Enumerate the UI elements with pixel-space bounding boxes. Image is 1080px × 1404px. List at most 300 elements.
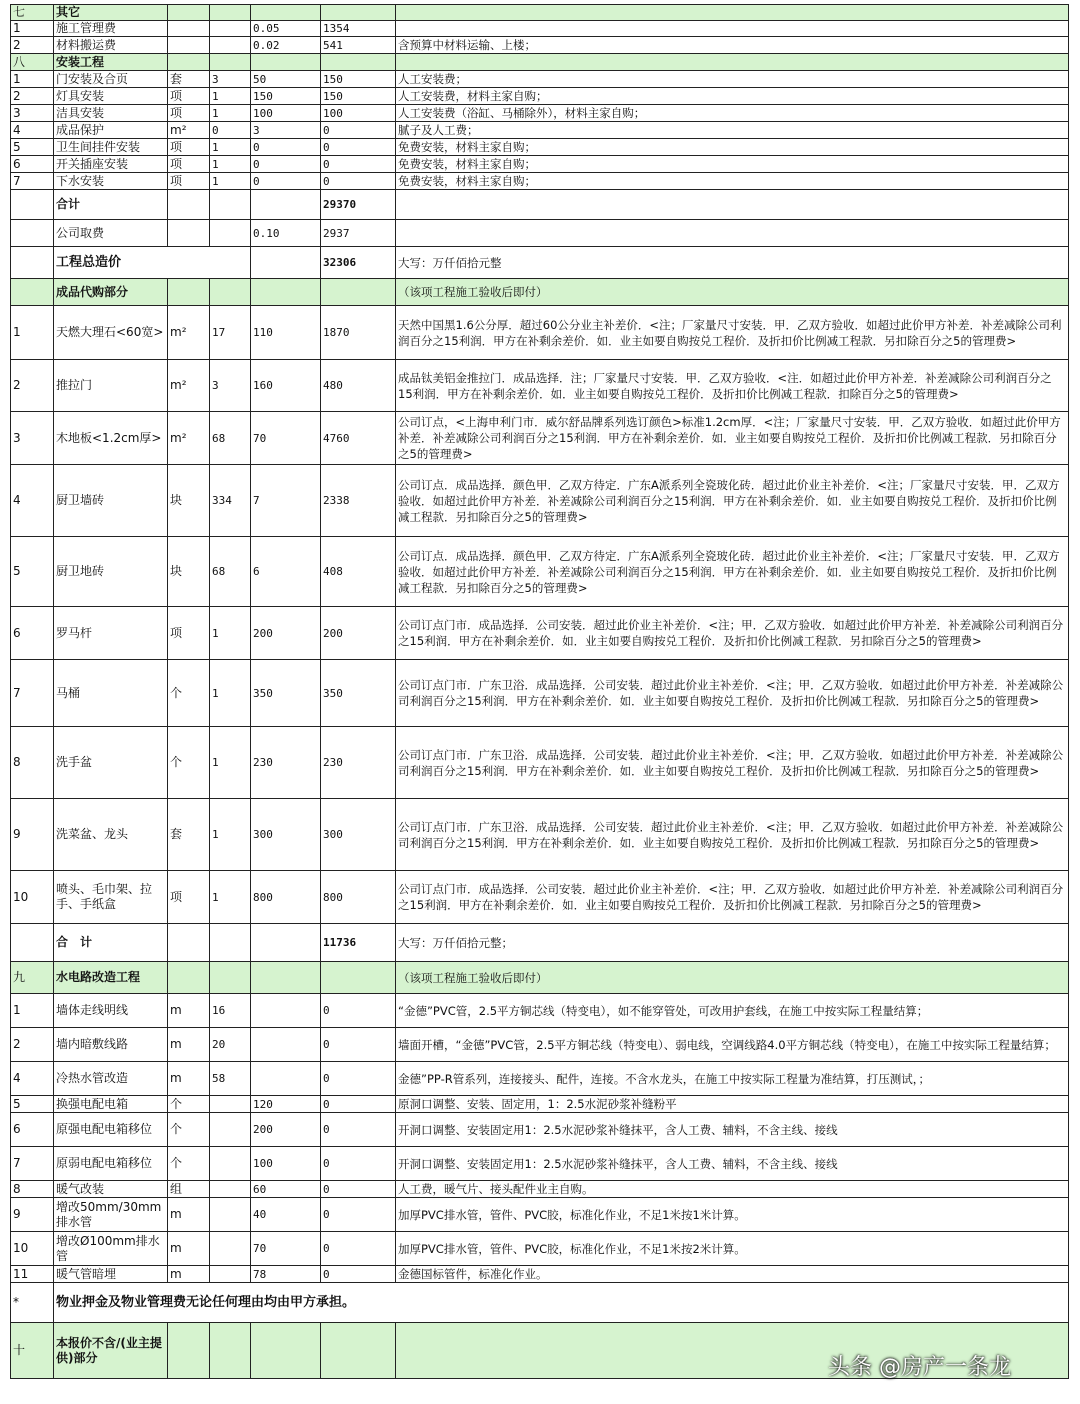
qty-cell: 1 bbox=[210, 607, 251, 660]
note-cell: 公司订点门市．成品选择．公司安装．超过此价业主补差价．<注；甲．乙双方验收．如超过此价甲方补差．补差减除公司利润百分之15利润．甲方在补剩余差价．如．业主如要自购按兑工程价．及折扣价比例减工程款．另扣除百分之5的管理费> bbox=[396, 607, 1069, 660]
item-name-cell: 门安装及合页 bbox=[54, 71, 168, 88]
price-cell: 110 bbox=[251, 306, 321, 360]
qty-cell bbox=[210, 1113, 251, 1147]
unit-cell: 个 bbox=[168, 660, 210, 727]
price-cell bbox=[251, 279, 321, 306]
watermark-text: 头条 @房产一条龙 bbox=[828, 1355, 1011, 1380]
qty-cell: 1 bbox=[210, 105, 251, 122]
row-number-cell: 10 bbox=[11, 1232, 54, 1266]
total-cell bbox=[321, 1323, 396, 1379]
row-number-cell: 5 bbox=[11, 1096, 54, 1113]
row-number-cell: 5 bbox=[11, 139, 54, 156]
price-cell: 100 bbox=[251, 1147, 321, 1181]
table-row bbox=[11, 122, 1069, 139]
price-cell: 3 bbox=[251, 122, 321, 139]
total-cell: 150 bbox=[321, 88, 396, 105]
total-cell: 0 bbox=[321, 1147, 396, 1181]
qty-cell: 58 bbox=[210, 1062, 251, 1096]
table-row bbox=[11, 1181, 1069, 1198]
table-row bbox=[11, 660, 1069, 727]
price-cell: 7 bbox=[251, 465, 321, 537]
unit-cell: 套 bbox=[168, 799, 210, 871]
unit-cell: 组 bbox=[168, 1181, 210, 1198]
item-name-cell: 暖气改装 bbox=[54, 1181, 168, 1198]
qty-cell: 1 bbox=[210, 799, 251, 871]
qty-cell: 3 bbox=[210, 71, 251, 88]
item-name-cell: 成品代购部分 bbox=[54, 279, 168, 306]
unit-cell: 项 bbox=[168, 88, 210, 105]
price-cell: 70 bbox=[251, 412, 321, 465]
price-cell: 0 bbox=[251, 173, 321, 190]
total-cell bbox=[321, 5, 396, 21]
qty-cell: 16 bbox=[210, 994, 251, 1028]
note-cell: 公司订点．成品选择．颜色甲．乙双方待定．广东A派系列全瓷玻化砖．超过此价业主补差价．<注；厂家量尺寸安装．甲．乙双方验收．如超过此价甲方补差．补差减除公司利润百分之15利润．甲方在补剩余差价．如．业主如要自购按兑工程价．及折扣价比例减工程款．另扣除百分之5的管理费> bbox=[396, 537, 1069, 607]
unit-cell: m bbox=[168, 994, 210, 1028]
price-cell: 40 bbox=[251, 1198, 321, 1232]
item-name-cell: 厨卫墙砖 bbox=[54, 465, 168, 537]
row-number-cell: 7 bbox=[11, 1147, 54, 1181]
note-cell: 人工安装费，材料主家自购； bbox=[396, 88, 1069, 105]
row-number-cell bbox=[11, 279, 54, 306]
price-cell: 200 bbox=[251, 1113, 321, 1147]
item-name-cell: 推拉门 bbox=[54, 360, 168, 412]
quotation-table bbox=[10, 4, 1069, 1379]
row-number-cell: 4 bbox=[11, 465, 54, 537]
total-cell: 32306 bbox=[321, 247, 396, 279]
note-cell: 开洞口调整、安装固定用1：2.5水泥砂浆补缝抹平，含人工费、辅料，不含主线、接线 bbox=[396, 1113, 1069, 1147]
item-name-cell: 天燃大理石<60宽> bbox=[54, 306, 168, 360]
row-number-cell: 6 bbox=[11, 156, 54, 173]
note-cell: 免费安装，材料主家自购； bbox=[396, 156, 1069, 173]
unit-cell: 个 bbox=[168, 1113, 210, 1147]
item-name-cell: 原弱电配电箱移位 bbox=[54, 1147, 168, 1181]
table-row bbox=[11, 924, 1069, 962]
price-cell bbox=[251, 247, 321, 279]
unit-cell: 项 bbox=[168, 173, 210, 190]
price-cell: 50 bbox=[251, 71, 321, 88]
table-row bbox=[11, 1147, 1069, 1181]
row-number-cell: 1 bbox=[11, 994, 54, 1028]
unit-cell: 个 bbox=[168, 1147, 210, 1181]
table-row bbox=[11, 1062, 1069, 1096]
price-cell: 0 bbox=[251, 139, 321, 156]
table-row bbox=[11, 412, 1069, 465]
total-cell: 0 bbox=[321, 139, 396, 156]
total-cell bbox=[321, 962, 396, 994]
total-cell: 0 bbox=[321, 1266, 396, 1283]
row-number-cell bbox=[11, 220, 54, 247]
note-cell: 天然中国黑1.6公分厚．超过60公分业主补差价．<注；厂家量尺寸安装．甲．乙双方验收．如超过此价甲方补差．补差减除公司利润百分之15利润．甲方在补剩余差价．如．业主如要自购按兑工程价．及折扣价比例减工程款．另扣除百分之5的管理费> bbox=[396, 306, 1069, 360]
unit-cell bbox=[168, 37, 210, 54]
row-number-cell: 6 bbox=[11, 607, 54, 660]
qty-cell bbox=[210, 962, 251, 994]
price-cell: 800 bbox=[251, 871, 321, 924]
note-cell: 大写：万仟佰拾元整； bbox=[396, 924, 1069, 962]
qty-cell: 1 bbox=[210, 156, 251, 173]
item-name-cell: 合计 bbox=[54, 190, 168, 220]
price-cell: 0.05 bbox=[251, 21, 321, 37]
note-cell bbox=[396, 190, 1069, 220]
qty-cell bbox=[210, 279, 251, 306]
item-name-cell: 木地板<1.2cm厚> bbox=[54, 412, 168, 465]
total-cell: 300 bbox=[321, 799, 396, 871]
item-name-cell: 施工管理费 bbox=[54, 21, 168, 37]
table-row bbox=[11, 360, 1069, 412]
note-cell bbox=[396, 5, 1069, 21]
qty-cell bbox=[210, 37, 251, 54]
total-cell: 2338 bbox=[321, 465, 396, 537]
price-cell: 150 bbox=[251, 88, 321, 105]
unit-cell bbox=[168, 21, 210, 37]
row-number-cell bbox=[11, 190, 54, 220]
price-cell: 6 bbox=[251, 537, 321, 607]
total-cell: 11736 bbox=[321, 924, 396, 962]
note-cell: 公司订点门市．成品选择．公司安装．超过此价业主补差价．<注；甲．乙双方验收．如超过此价甲方补差．补差减除公司利润百分之15利润．甲方在补剩余差价．如．业主如要自购按兑工程价．及折扣价比例减工程款．另扣除百分之5的管理费> bbox=[396, 871, 1069, 924]
qty-cell bbox=[210, 220, 251, 247]
note-cell: 大写：万仟佰拾元整 bbox=[396, 247, 1069, 279]
price-cell: 350 bbox=[251, 660, 321, 727]
row-number-cell: 十 bbox=[11, 1323, 54, 1379]
item-name-cell: 安装工程 bbox=[54, 54, 168, 71]
price-cell bbox=[251, 5, 321, 21]
row-number-cell: 4 bbox=[11, 122, 54, 139]
total-cell: 1354 bbox=[321, 21, 396, 37]
qty-cell bbox=[210, 924, 251, 962]
item-name-cell: 厨卫地砖 bbox=[54, 537, 168, 607]
note-cell: 人工安装费； bbox=[396, 71, 1069, 88]
total-cell: 150 bbox=[321, 71, 396, 88]
row-number-cell: 11 bbox=[11, 1266, 54, 1283]
unit-cell: m bbox=[168, 1266, 210, 1283]
unit-cell bbox=[168, 54, 210, 71]
total-cell: 100 bbox=[321, 105, 396, 122]
table-row bbox=[11, 799, 1069, 871]
row-number-cell: 4 bbox=[11, 1062, 54, 1096]
unit-cell: m bbox=[168, 1198, 210, 1232]
qty-cell bbox=[210, 1198, 251, 1232]
item-name-cell: 下水安装 bbox=[54, 173, 168, 190]
row-number-cell: 1 bbox=[11, 71, 54, 88]
table-row bbox=[11, 156, 1069, 173]
qty-cell: 68 bbox=[210, 537, 251, 607]
unit-cell: m² bbox=[168, 122, 210, 139]
row-number-cell: 3 bbox=[11, 105, 54, 122]
price-cell bbox=[251, 962, 321, 994]
unit-cell: m bbox=[168, 1232, 210, 1266]
price-cell: 200 bbox=[251, 607, 321, 660]
row-number-cell: * bbox=[11, 1283, 54, 1323]
note-cell: 原洞口调整、安装、固定用，1：2.5水泥砂浆补缝粉平 bbox=[396, 1096, 1069, 1113]
price-cell: 0 bbox=[251, 156, 321, 173]
row-number-cell bbox=[11, 924, 54, 962]
item-name-cell: 马桶 bbox=[54, 660, 168, 727]
note-cell: 公司订点．成品选择．颜色甲．乙双方待定．广东A派系列全瓷玻化砖．超过此价业主补差价．<注；厂家量尺寸安装．甲．乙双方验收．如超过此价甲方补差．补差减除公司利润百分之15利润．甲方在补剩余差价．如．业主如要自购按兑工程价．及折扣价比例减工程款．另扣除百分之5的管理费> bbox=[396, 465, 1069, 537]
note-cell: 公司订点门市．广东卫浴．成品选择．公司安装．超过此价业主补差价．<注；甲．乙双方验收．如超过此价甲方补差．补差减除公司利润百分之15利润．甲方在补剩余差价．如．业主如要自购按兑工程价．及折扣价比例减工程款．另扣除百分之5的管理费> bbox=[396, 799, 1069, 871]
total-cell: 0 bbox=[321, 1113, 396, 1147]
table-row bbox=[11, 962, 1069, 994]
price-cell: 230 bbox=[251, 727, 321, 799]
table-row bbox=[11, 1113, 1069, 1147]
row-number-cell bbox=[11, 247, 54, 279]
unit-cell: 项 bbox=[168, 139, 210, 156]
total-cell: 480 bbox=[321, 360, 396, 412]
total-cell: 0 bbox=[321, 1198, 396, 1232]
qty-cell: 0 bbox=[210, 122, 251, 139]
table-row bbox=[11, 1096, 1069, 1113]
total-cell: 0 bbox=[321, 1181, 396, 1198]
unit-cell: m² bbox=[168, 360, 210, 412]
price-cell: 70 bbox=[251, 1232, 321, 1266]
note-cell: 人工费，暖气片、接头配件业主自购。 bbox=[396, 1181, 1069, 1198]
item-name-cell: 卫生间挂件安装 bbox=[54, 139, 168, 156]
note-cell bbox=[396, 54, 1069, 71]
table-row bbox=[11, 727, 1069, 799]
unit-cell bbox=[168, 279, 210, 306]
unit-cell: m bbox=[168, 1062, 210, 1096]
table-row bbox=[11, 279, 1069, 306]
qty-cell: 1 bbox=[210, 139, 251, 156]
unit-cell: 项 bbox=[168, 871, 210, 924]
price-cell bbox=[251, 190, 321, 220]
table-row bbox=[11, 1028, 1069, 1062]
note-cell bbox=[396, 21, 1069, 37]
table-row bbox=[11, 139, 1069, 156]
item-name-cell: 喷头、毛巾架、拉手、手纸盒 bbox=[54, 871, 168, 924]
qty-cell bbox=[210, 5, 251, 21]
qty-cell: 20 bbox=[210, 1028, 251, 1062]
total-cell: 29370 bbox=[321, 190, 396, 220]
unit-cell bbox=[168, 220, 210, 247]
table-row bbox=[11, 37, 1069, 54]
item-name-cell: 本报价不含/(业主提供)部分 bbox=[54, 1323, 168, 1379]
price-cell bbox=[251, 1062, 321, 1096]
item-name-cell: 合 计 bbox=[54, 924, 168, 962]
table-row bbox=[11, 1283, 1069, 1323]
note-cell: 公司订点门市．广东卫浴．成品选择．公司安装．超过此价业主补差价．<注；甲．乙双方验收．如超过此价甲方补差．补差减除公司利润百分之15利润．甲方在补剩余差价．如．业主如要自购按兑工程价．及折扣价比例减工程款．另扣除百分之5的管理费> bbox=[396, 660, 1069, 727]
price-cell: 120 bbox=[251, 1096, 321, 1113]
total-cell: 230 bbox=[321, 727, 396, 799]
table-row bbox=[11, 173, 1069, 190]
price-cell: 0.10 bbox=[251, 220, 321, 247]
table-row bbox=[11, 105, 1069, 122]
price-cell: 78 bbox=[251, 1266, 321, 1283]
item-name-cell: 洗手盆 bbox=[54, 727, 168, 799]
total-cell: 0 bbox=[321, 994, 396, 1028]
note-cell: 金德国标管件，标准化作业。 bbox=[396, 1266, 1069, 1283]
item-name-cell: 冷热水管改造 bbox=[54, 1062, 168, 1096]
item-name-cell: 换强电配电箱 bbox=[54, 1096, 168, 1113]
item-name-cell: 暖气管暗埋 bbox=[54, 1266, 168, 1283]
table-row bbox=[11, 1232, 1069, 1266]
note-cell: 开洞口调整、安装固定用1：2.5水泥砂浆补缝抹平，含人工费、辅料，不含主线、接线 bbox=[396, 1147, 1069, 1181]
total-cell: 0 bbox=[321, 1028, 396, 1062]
table-row bbox=[11, 71, 1069, 88]
row-number-cell: 8 bbox=[11, 1181, 54, 1198]
total-cell: 541 bbox=[321, 37, 396, 54]
price-cell: 300 bbox=[251, 799, 321, 871]
table-row bbox=[11, 190, 1069, 220]
note-cell: 墙面开槽，“金德”PVC管，2.5平方铜芯线（特变电）、弱电线，空调线路4.0平方铜芯线（特变电），在施工中按实际工程量结算； bbox=[396, 1028, 1069, 1062]
total-cell: 4760 bbox=[321, 412, 396, 465]
table-row bbox=[11, 306, 1069, 360]
qty-cell: 17 bbox=[210, 306, 251, 360]
total-cell bbox=[321, 279, 396, 306]
row-number-cell: 九 bbox=[11, 962, 54, 994]
table-row bbox=[11, 1266, 1069, 1283]
row-number-cell: 7 bbox=[11, 660, 54, 727]
qty-cell: 68 bbox=[210, 412, 251, 465]
qty-cell bbox=[210, 1181, 251, 1198]
row-number-cell: 八 bbox=[11, 54, 54, 71]
unit-cell: 块 bbox=[168, 465, 210, 537]
row-number-cell: 9 bbox=[11, 799, 54, 871]
note-cell: 加厚PVC排水管，管件、PVC胶，标准化作业，不足1米按2米计算。 bbox=[396, 1232, 1069, 1266]
note-cell: “金德”PVC管，2.5平方铜芯线（特变电），如不能穿管处，可改用护套线，在施工中按实际工程量结算； bbox=[396, 994, 1069, 1028]
footnote-cell: 物业押金及物业管理费无论任何理由均由甲方承担。 bbox=[54, 1283, 1069, 1323]
unit-cell: m bbox=[168, 1028, 210, 1062]
unit-cell: 个 bbox=[168, 1096, 210, 1113]
note-cell: 腻子及人工费； bbox=[396, 122, 1069, 139]
total-cell: 200 bbox=[321, 607, 396, 660]
qty-cell bbox=[210, 21, 251, 37]
total-cell bbox=[321, 54, 396, 71]
total-cell: 0 bbox=[321, 1062, 396, 1096]
row-number-cell: 7 bbox=[11, 173, 54, 190]
unit-cell: 个 bbox=[168, 727, 210, 799]
row-number-cell: 2 bbox=[11, 360, 54, 412]
table-row bbox=[11, 537, 1069, 607]
table-row bbox=[11, 1198, 1069, 1232]
note-cell: 含预算中材料运输、上楼； bbox=[396, 37, 1069, 54]
item-name-cell: 公司取费 bbox=[54, 220, 168, 247]
row-number-cell: 6 bbox=[11, 1113, 54, 1147]
total-cell: 800 bbox=[321, 871, 396, 924]
table-row bbox=[11, 220, 1069, 247]
table-row bbox=[11, 21, 1069, 37]
price-cell: 100 bbox=[251, 105, 321, 122]
qty-cell: 3 bbox=[210, 360, 251, 412]
qty-cell: 1 bbox=[210, 660, 251, 727]
total-cell: 0 bbox=[321, 1096, 396, 1113]
unit-cell bbox=[168, 190, 210, 220]
qty-cell bbox=[210, 1147, 251, 1181]
note-cell: （该项工程施工验收后即付） bbox=[396, 279, 1069, 306]
qty-cell bbox=[210, 190, 251, 220]
item-name-cell: 墙内暗敷线路 bbox=[54, 1028, 168, 1062]
note-cell bbox=[396, 220, 1069, 247]
unit-cell: 项 bbox=[168, 607, 210, 660]
item-name-cell: 洗菜盆、龙头 bbox=[54, 799, 168, 871]
qty-cell bbox=[210, 1266, 251, 1283]
item-name-cell: 水电路改造工程 bbox=[54, 962, 168, 994]
qty-cell bbox=[210, 54, 251, 71]
unit-cell: m² bbox=[168, 306, 210, 360]
total-cell: 1870 bbox=[321, 306, 396, 360]
row-number-cell: 2 bbox=[11, 88, 54, 105]
total-cell: 0 bbox=[321, 156, 396, 173]
table-row bbox=[11, 88, 1069, 105]
row-number-cell: 七 bbox=[11, 5, 54, 21]
note-cell: 金德”PP-R管系列，连接接头、配件，连接。不含水龙头，在施工中按实际工程量为准结算，打压测试，； bbox=[396, 1062, 1069, 1096]
price-cell: 0.02 bbox=[251, 37, 321, 54]
item-name-cell: 罗马杆 bbox=[54, 607, 168, 660]
price-cell bbox=[251, 1323, 321, 1379]
table-row bbox=[11, 247, 1069, 279]
row-number-cell: 5 bbox=[11, 537, 54, 607]
row-number-cell: 8 bbox=[11, 727, 54, 799]
qty-cell: 1 bbox=[210, 871, 251, 924]
item-name-cell: 洁具安装 bbox=[54, 105, 168, 122]
price-cell bbox=[251, 1028, 321, 1062]
price-cell: 160 bbox=[251, 360, 321, 412]
qty-cell bbox=[210, 1323, 251, 1379]
note-cell: 加厚PVC排水管，管件、PVC胶，标准化作业，不足1米按1米计算。 bbox=[396, 1198, 1069, 1232]
item-name-cell: 材料搬运费 bbox=[54, 37, 168, 54]
qty-cell: 1 bbox=[210, 727, 251, 799]
row-number-cell: 1 bbox=[11, 21, 54, 37]
item-name-cell: 灯具安装 bbox=[54, 88, 168, 105]
total-cell: 408 bbox=[321, 537, 396, 607]
unit-cell bbox=[168, 5, 210, 21]
table-row bbox=[11, 54, 1069, 71]
total-cell: 0 bbox=[321, 173, 396, 190]
total-cell: 350 bbox=[321, 660, 396, 727]
table-row bbox=[11, 465, 1069, 537]
unit-cell: 套 bbox=[168, 71, 210, 88]
item-name-cell: 增改50mm/30mm排水管 bbox=[54, 1198, 168, 1232]
qty-cell: 334 bbox=[210, 465, 251, 537]
note-cell: 免费安装，材料主家自购； bbox=[396, 173, 1069, 190]
note-cell: 公司订点门市．广东卫浴．成品选择．公司安装．超过此价业主补差价．<注；甲．乙双方验收．如超过此价甲方补差．补差减除公司利润百分之15利润．甲方在补剩余差价．如．业主如要自购按兑工程价．及折扣价比例减工程款．另扣除百分之5的管理费> bbox=[396, 727, 1069, 799]
price-cell bbox=[251, 54, 321, 71]
item-name-cell: 墙体走线明线 bbox=[54, 994, 168, 1028]
price-cell bbox=[251, 924, 321, 962]
table-row bbox=[11, 994, 1069, 1028]
item-name-cell: 其它 bbox=[54, 5, 168, 21]
unit-cell: 项 bbox=[168, 105, 210, 122]
table-row bbox=[11, 607, 1069, 660]
item-name-cell: 增改Ø100mm排水管 bbox=[54, 1232, 168, 1266]
total-cell: 2937 bbox=[321, 220, 396, 247]
row-number-cell: 2 bbox=[11, 37, 54, 54]
table-row bbox=[11, 5, 1069, 21]
note-cell: 公司订点，<上海申利门市．威尔舒品牌系列选订颜色>标准1.2cm厚．<注；厂家量尺寸安装．甲．乙双方验收．如超过此价甲方补差．补差减除公司利润百分之15利润．甲方在补剩余差价．如．业主如要自购按兑工程价．及折扣价比例减工程款．另扣除百分之5的管理费> bbox=[396, 412, 1069, 465]
note-cell: （该项工程施工验收后即付） bbox=[396, 962, 1069, 994]
qty-cell: 1 bbox=[210, 173, 251, 190]
unit-cell: 块 bbox=[168, 537, 210, 607]
row-number-cell: 10 bbox=[11, 871, 54, 924]
item-name-cell: 开关插座安装 bbox=[54, 156, 168, 173]
total-cell: 0 bbox=[321, 122, 396, 139]
price-cell bbox=[251, 994, 321, 1028]
total-cell: 0 bbox=[321, 1232, 396, 1266]
unit-cell bbox=[168, 1323, 210, 1379]
unit-cell bbox=[168, 924, 210, 962]
unit-cell bbox=[168, 962, 210, 994]
unit-cell: 项 bbox=[168, 156, 210, 173]
grand-total-label: 工程总造价 bbox=[54, 247, 251, 279]
note-cell: 成品钛美铝金推拉门．成品选择．注；厂家量尺寸安装．甲．乙双方验收．<注．如超过此价甲方补差．补差减除公司利润百分之15利润．甲方在补剩余差价．如．业主如要自购按兑工程价．及折扣价比例减工程款．扣除百分之5的管理费> bbox=[396, 360, 1069, 412]
qty-cell: 1 bbox=[210, 88, 251, 105]
note-cell: 人工安装费（浴缸、马桶除外），材料主家自购； bbox=[396, 105, 1069, 122]
price-cell: 60 bbox=[251, 1181, 321, 1198]
table-row bbox=[11, 871, 1069, 924]
row-number-cell: 1 bbox=[11, 306, 54, 360]
qty-cell bbox=[210, 1096, 251, 1113]
qty-cell bbox=[210, 1232, 251, 1266]
row-number-cell: 9 bbox=[11, 1198, 54, 1232]
row-number-cell: 3 bbox=[11, 412, 54, 465]
